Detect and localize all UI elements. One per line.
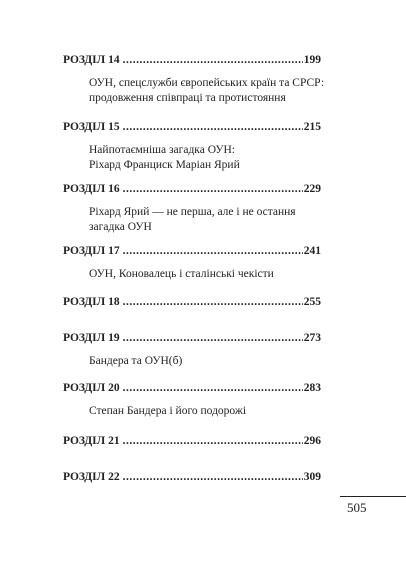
dot-leader: [123, 470, 303, 484]
toc-heading-line: [63, 120, 321, 134]
dot-leader: [123, 295, 303, 309]
toc-heading-line: [63, 381, 321, 395]
chapter-page-number: 199: [303, 54, 321, 66]
dot-leader: [123, 120, 303, 134]
page-number: 505: [347, 500, 367, 515]
footer-rule: [340, 496, 406, 497]
subtitle-line: Степан Бандера і його подорожі: [89, 405, 247, 417]
subtitle-line: Найпотаємніша загадка ОУН:: [89, 144, 235, 156]
toc-entry-17: [63, 244, 321, 282]
toc-heading-line: [63, 295, 321, 309]
chapter-subtitle: [89, 205, 321, 235]
toc-heading-line: [63, 434, 321, 448]
subtitle-line: Ріхард Франциск Маріан Ярий: [89, 159, 240, 171]
toc-heading-line: [63, 244, 321, 258]
toc-entry-19: [63, 331, 321, 369]
toc-entry-21: [63, 434, 321, 448]
toc-heading-line: [63, 53, 321, 67]
toc-entry-15: [63, 120, 321, 173]
subtitle-line: ОУН, спецслужби європейських країн та СРСР:: [89, 77, 325, 89]
subtitle-line: Бандера та ОУН(б): [89, 355, 183, 367]
chapter-subtitle: [89, 404, 321, 419]
chapter-page-number: 283: [303, 382, 321, 394]
chapter-subtitle: [89, 76, 325, 106]
chapter-page-number: 273: [303, 332, 321, 344]
toc-entry-20: [63, 381, 321, 419]
toc-entry-22: [63, 470, 321, 484]
chapter-title: РОЗДІЛ 17: [63, 245, 120, 257]
toc-entry-16: [63, 182, 321, 235]
dot-leader: [123, 381, 303, 395]
chapter-page-number: 309: [303, 471, 321, 483]
subtitle-line: продовження співпраці та протистояння: [89, 92, 286, 104]
chapter-page-number: 215: [303, 121, 321, 133]
toc-entry-14: [63, 53, 325, 106]
subtitle-line: ОУН, Коновалець і сталінські чекісти: [89, 268, 274, 280]
toc-heading-line: [63, 470, 321, 484]
chapter-title: РОЗДІЛ 15: [63, 121, 120, 133]
chapter-page-number: 241: [303, 245, 321, 257]
chapter-page-number: 296: [303, 435, 321, 447]
chapter-title: РОЗДІЛ 20: [63, 382, 120, 394]
toc-heading-line: [63, 182, 321, 196]
subtitle-line: загадка ОУН: [89, 221, 152, 233]
toc-heading-line: [63, 331, 321, 345]
chapter-page-number: 255: [303, 296, 321, 308]
dot-leader: [123, 434, 303, 448]
toc-entry-18: [63, 295, 321, 309]
chapter-title: РОЗДІЛ 18: [63, 296, 120, 308]
chapter-title: РОЗДІЛ 21: [63, 435, 120, 447]
chapter-subtitle: [89, 267, 321, 282]
dot-leader: [123, 53, 303, 67]
chapter-subtitle: [89, 143, 321, 173]
chapter-title: РОЗДІЛ 16: [63, 183, 120, 195]
chapter-page-number: 229: [303, 183, 321, 195]
dot-leader: [123, 244, 303, 258]
dot-leader: [123, 331, 303, 345]
chapter-title: РОЗДІЛ 14: [63, 54, 120, 66]
subtitle-line: Ріхард Ярий — не перша, але і не остання: [89, 206, 296, 218]
dot-leader: [123, 182, 303, 196]
chapter-title: РОЗДІЛ 22: [63, 471, 120, 483]
chapter-subtitle: [89, 354, 321, 369]
chapter-title: РОЗДІЛ 19: [63, 332, 120, 344]
